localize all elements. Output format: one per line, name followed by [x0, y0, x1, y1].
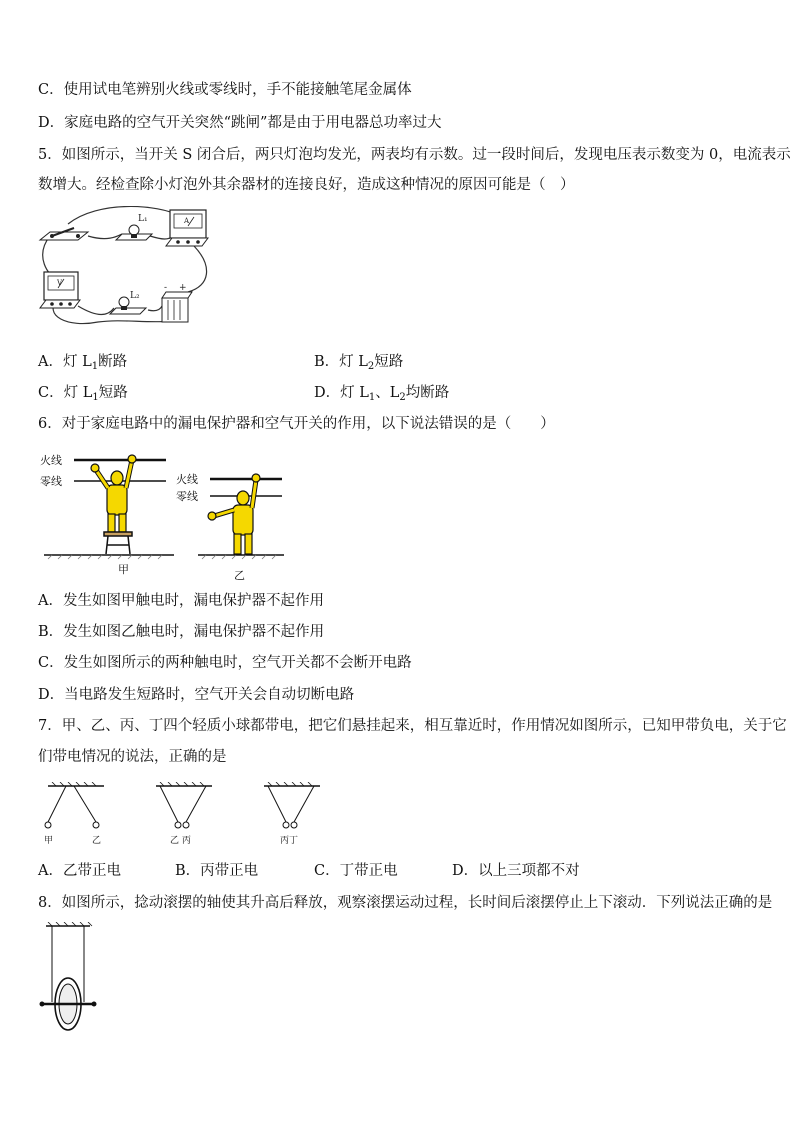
prev-option-c: C．使用试电笔辨别火线或零线时，手不能接触笔尾金属体	[38, 82, 412, 98]
ball-label-yi-bing: 乙 丙	[170, 836, 191, 846]
battery-plus-label: +	[179, 283, 187, 293]
person-yi-icon	[208, 474, 260, 554]
jia-live-wire-label: 火线	[40, 454, 62, 467]
stool-icon	[104, 532, 132, 554]
wire	[188, 246, 207, 292]
q6-option-b: B．发生如图乙触电时，漏电保护器不起作用	[38, 624, 325, 640]
switch-icon	[40, 228, 88, 240]
voltmeter-label: V	[57, 279, 63, 287]
voltmeter-icon	[40, 272, 80, 308]
q5-option-c: C．灯 $L_1$短路	[38, 385, 128, 403]
yi-live-wire-label: 火线	[176, 473, 198, 486]
q5-option-d: D．灯 $L_1$、$L_2$均断路	[314, 385, 450, 403]
jia-neutral-wire-label: 零线	[40, 475, 62, 488]
person-jia-icon	[91, 455, 136, 532]
q6-option-d: D．当电路发生短路时，空气开关会自动切断电路	[38, 687, 355, 703]
ammeter-icon	[166, 210, 208, 246]
wire	[148, 306, 162, 311]
bulb-l2-icon	[110, 297, 146, 314]
l2-label: L₂	[130, 291, 140, 301]
q7-option-a: A．乙带正电	[38, 863, 121, 879]
q6-option-c: C．发生如图所示的两种触电时，空气开关都不会断开电路	[38, 655, 412, 671]
q5-option-b: B．灯 $L_2$短路	[314, 354, 404, 372]
q8-maxwell-pendulum-figure	[38, 922, 104, 1032]
q5-stem-line2: 数增大。经检查除小灯泡外其余器材的连接良好，造成这种情况的原因可能是（ ）	[38, 177, 575, 193]
yi-neutral-wire-label: 零线	[176, 490, 198, 503]
q7-option-d: D．以上三项都不对	[452, 863, 580, 879]
q5-option-a: A．灯 $L_1$断路	[38, 354, 128, 372]
bulb-l1-icon	[116, 225, 152, 240]
q6-option-a: A．发生如图甲触电时，漏电保护器不起作用	[38, 593, 324, 609]
q7-stem-line1: 7．甲、乙、丙、丁四个轻质小球都带电，把它们悬挂起来，相互靠近时，作用情况如图所示，已知甲带负电，关于它	[38, 718, 787, 734]
l1-label: L₁	[138, 214, 148, 224]
q7-option-b: B．丙带正电	[175, 863, 259, 879]
wire	[68, 206, 180, 224]
ball-group-jia-yi	[45, 782, 104, 828]
ammeter-label: A	[184, 217, 190, 225]
q6-stem: 6．对于家庭电路中的漏电保护器和空气开关的作用，以下说法错误的是（ ）	[38, 416, 555, 432]
prev-option-d: D．家庭电路的空气开关突然“跳闸”都是由于用电器总功率过大	[38, 115, 442, 131]
q5-circuit-figure	[38, 206, 220, 328]
q7-option-c: C．丁带正电	[314, 863, 398, 879]
battery-minus-label: -	[164, 283, 168, 293]
q7-charged-balls-figure	[38, 782, 328, 850]
ball-label-jia: 甲	[44, 836, 54, 846]
q7-stem-line2: 们带电情况的说法，正确的是	[38, 749, 227, 765]
wire	[88, 234, 122, 239]
caption-yi: 乙	[234, 569, 245, 582]
q8-stem: 8．如图所示，捻动滚摆的轴使其升高后释放，观察滚摆运动过程，长时间后滚摆停止上下滚动．下列说法正确的是	[38, 895, 773, 911]
q5-stem-line1: 5．如图所示，当开关 S 闭合后，两只灯泡均发光，两表均有示数。过一段时间后，发现电压表示数变为 0，电流表示	[38, 147, 791, 163]
battery-icon	[162, 292, 192, 322]
q6-electric-shock-figure	[38, 448, 288, 584]
ball-label-bing-ding: 丙丁	[280, 836, 299, 846]
wire	[78, 306, 114, 315]
ball-group-yi-bing	[156, 782, 212, 828]
ball-group-bing-ding	[264, 782, 320, 828]
pendulum-wheel-icon	[40, 978, 97, 1030]
pendulum-support	[46, 922, 92, 926]
caption-jia: 甲	[118, 563, 129, 576]
ball-label-yi: 乙	[92, 836, 102, 846]
